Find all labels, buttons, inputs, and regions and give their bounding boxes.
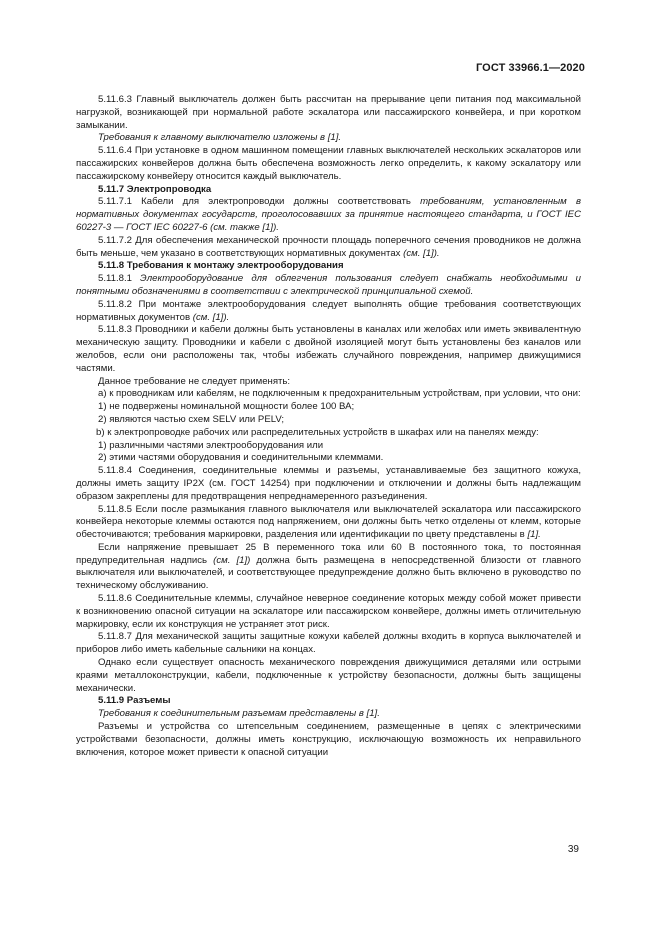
paragraph: Данное требование не следует применять:: [98, 375, 291, 387]
paragraph: 5.11.7.2 Для обеспечения механической прочности площадь поперечного сечения проводников не должна быть меньше, чем указано в соответствующих нормативных документах (см. [1]).: [76, 234, 581, 259]
paragraph: 5.11.8.6 Соединительные клеммы, случайное неверное соединение которых между собой может привести к возникновению опасной ситуации на эскалаторе или пассажирском конвейере, должны иметь отличительную маркировку, если их конструкция не устраняет этот риск.: [76, 593, 581, 630]
paragraph: Требования к главному выключателю изложены в [1].: [98, 132, 342, 144]
section-heading: 5.11.7 Электропроводка: [98, 183, 212, 195]
paragraph: 5.11.7.1 Кабели для электропроводки должны соответствовать требованиям, установленным в нормативных документах государств, проголосовавших за принятие настоящего стандарта, и ГОСТ IEC 60227-3 — ГОСТ IEC 60227-6 (см. также [1]).: [76, 196, 581, 233]
paragraph: 5.11.8.3 Проводники и кабели должны быть установлены в каналах или желобах или иметь эквивалентную механическую защиту. Проводники и кабели с двойной изоляцией могут быть установлены без каналов или желобов, если они расположены так, чтобы избежать случайного повреждения, например движущимися частями.: [76, 324, 581, 374]
paragraph: 5.11.8.2 При монтаже электрооборудования следует выполнять общие требования соответствующих нормативных документов (см. [1]).: [76, 298, 581, 323]
list-item: а) к проводникам или кабелям, не подключенным к предохранительным устройствам, при условии, что они:: [98, 388, 581, 400]
paragraph: 5.11.8.1 Электрооборудование для облегчения пользования следует снабжать необходимыми и понятными обозначениями в соответствии с электрической принципиальной схемой.: [76, 273, 581, 297]
sub-list-item: 2) являются частью схем SELV или PELV;: [98, 413, 285, 425]
list-item: b) к электропроводке рабочих или распределительных устройств в шкафах или на панелях между:: [96, 426, 539, 438]
sub-list-item: 1) не подвержены номинальной мощности более 100 ВА;: [98, 401, 355, 413]
paragraph: Требования к соединительным разъемам представлены в [1].: [98, 708, 380, 720]
sub-list-item: 2) этими частями оборудования и соединительными клеммами.: [98, 452, 384, 464]
section-heading: 5.11.9 Разъемы: [98, 695, 171, 707]
paragraph: Разъемы и устройства со штепсельным соединением, размещенные в цепях с электрическими устройствами безопасности, должны иметь конструкцию, исключающую возможность их неправильного включения, которое может привести к опасной ситуации: [76, 721, 581, 758]
paragraph: Если напряжение превышает 25 В переменного тока или 60 В постоянного тока, то постоянная предупредительная надпись (см. [1]) должна быть размещена в непосредственной близости от главного выключателя или выключателей, и соответствующее предупреждение должно быть включено в руководство по техническому обслуживанию.: [76, 541, 581, 592]
paragraph: 5.11.8.5 Если после размыкания главного выключателя или выключателей эскалатора или пассажирского конвейера некоторые клеммы остаются под напряжением, они должны быть четко отделены от клемм, которые обесточиваются; требования маркировки, разделения или идентификации по цвету представлены в [1].: [76, 503, 581, 541]
paragraph: Однако если существует опасность механического повреждения движущимися деталями или острыми краями металлоконструкции, кабели, подключенные к устройству безопасности, должны быть защищены механически.: [76, 657, 581, 694]
page-number: 39: [567, 844, 579, 855]
paragraph: 5.11.8.4 Соединения, соединительные клеммы и разъемы, устанавливаемые без защитного кожуха, должны иметь защиту IP2X (см. ГОСТ 14254) при подключении и отключении и должны быть надлежащим образом закреплены для предотвращения непреднамеренного разъединения.: [76, 465, 581, 502]
paragraph: 5.11.6.3 Главный выключатель должен быть рассчитан на прерывание цепи питания под максимальной нагрузкой, возникающей при нормальной работе эскалатора или пассажирского конвейера, и при коротком замыкании.: [76, 94, 581, 131]
paragraph: 5.11.6.4 При установке в одном машинном помещении главных выключателей нескольких эскалаторов или пассажирских конвейеров должна быть обеспечена возможность легко определить, к какому эскалатору или пассажирскому конвейеру относится каждый выключатель.: [76, 145, 581, 182]
paragraph: 5.11.8.7 Для механической защиты защитные кожухи кабелей должны входить в корпуса выключателей и приборов либо иметь кабельные сальники на концах.: [76, 631, 581, 656]
document-code: ГОСТ 33966.1—2020: [475, 62, 585, 74]
section-heading: 5.11.8 Требования к монтажу электрооборудования: [98, 260, 344, 272]
document-body: [76, 94, 581, 759]
sub-list-item: 1) различными частями электрооборудования или: [98, 439, 324, 451]
